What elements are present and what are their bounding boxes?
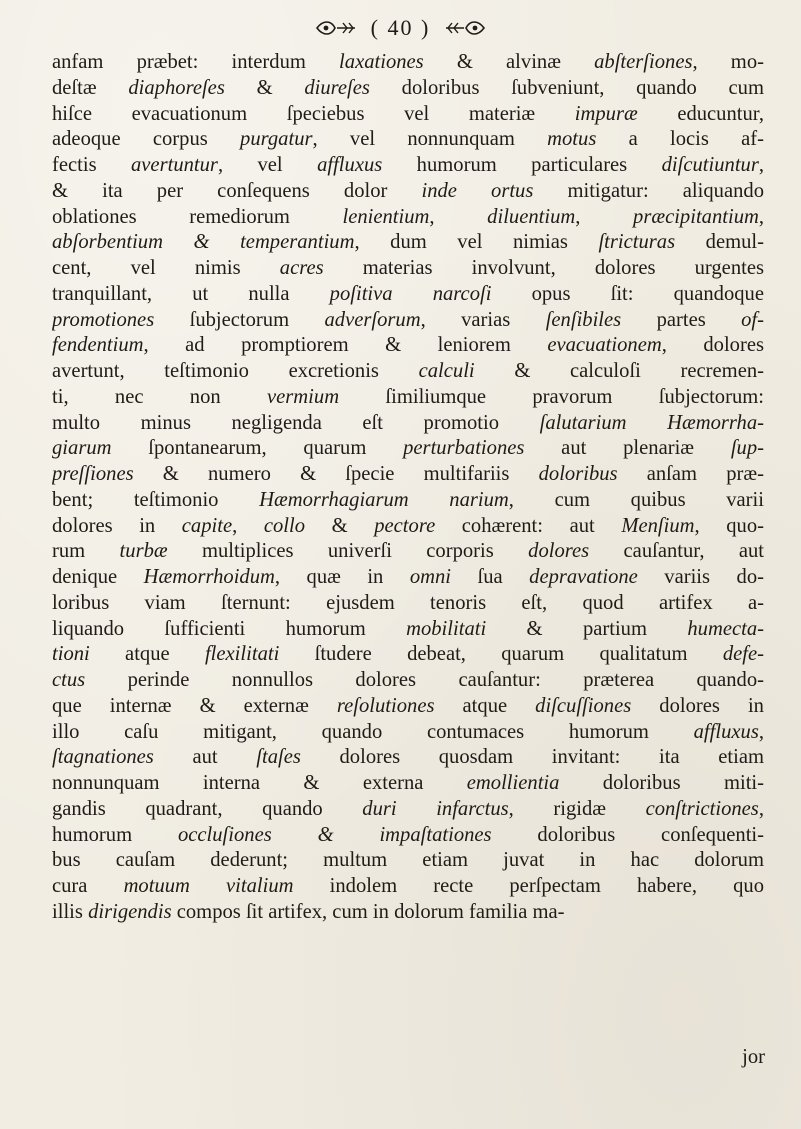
text-segment: & partium <box>486 617 688 640</box>
italic-segment: occluſiones <box>177 823 272 846</box>
italic-segment: affluxus <box>317 154 383 176</box>
text-segment: anſam præ- <box>617 463 764 485</box>
italic-segment: emollientia <box>466 772 560 794</box>
text-line <box>52 617 764 643</box>
text-segment: anfam præbet: interdum <box>52 51 340 73</box>
text-segment: adeoque corpus <box>52 128 241 151</box>
text-segment: , quo- <box>694 514 764 537</box>
text-segment: & <box>224 76 305 99</box>
italic-segment: Menſium <box>621 514 695 537</box>
italic-segment: poſitiva narcoſi <box>329 282 492 305</box>
text-segment: aut plenariæ <box>524 437 731 460</box>
text-segment: & numero & ſpecie multifariis <box>133 463 539 485</box>
page-number: ( 40 ) <box>370 15 431 40</box>
text-segment <box>163 231 194 253</box>
italic-segment: acres <box>279 257 324 279</box>
text-line <box>52 591 764 617</box>
text-segment: perinde nonnullos dolores cauſantur: præterea quando- <box>85 669 764 691</box>
text-segment: , ad promptiorem & leniorem <box>143 334 548 357</box>
text-line <box>52 411 764 437</box>
text-segment: mitigatur: aliquando <box>533 179 764 202</box>
italic-segment: evacuationem <box>547 334 662 357</box>
italic-segment: motuum vitalium <box>123 875 294 897</box>
text-segment: multo minus negligenda eſt promotio <box>52 411 540 434</box>
italic-segment: & <box>193 231 210 254</box>
text-segment: fectis <box>52 154 131 176</box>
text-line <box>52 745 764 771</box>
text-segment: tranquillant, ut nulla <box>52 282 330 305</box>
text-segment: doloribus conſequenti- <box>491 823 764 846</box>
text-segment: doloribus miti- <box>559 772 764 794</box>
text-line <box>52 514 764 540</box>
italic-segment: ſalutarium Hæmorrha- <box>539 411 764 434</box>
text-segment: cura <box>52 875 124 897</box>
italic-segment: ſtaſes <box>256 746 301 769</box>
text-segment: compos ſit artifex, cum in dolorum familia ma- <box>171 900 565 923</box>
text-segment: atque <box>89 643 205 666</box>
text-line <box>52 205 764 231</box>
text-segment: ſua <box>451 566 530 588</box>
text-segment: cent, vel nimis <box>52 257 280 279</box>
text-segment: ſpontanearum, quarum <box>111 437 404 460</box>
text-segment: educuntur, <box>637 102 764 125</box>
text-line <box>52 333 764 359</box>
text-segment: & alvinæ <box>423 51 595 73</box>
text-segment: , mo- <box>692 51 764 73</box>
text-segment: , varias <box>420 308 546 331</box>
italic-segment: dolores <box>528 540 590 563</box>
text-line <box>52 153 764 179</box>
italic-segment: turbæ <box>119 540 168 563</box>
text-segment: indolem recte perſpectam habere, quo <box>293 875 764 897</box>
text-segment: , dolores <box>661 334 764 357</box>
italic-segment: laxationes <box>339 51 424 73</box>
text-segment: gandis quadrant, quando <box>52 797 363 820</box>
italic-segment: diluentium <box>487 205 576 228</box>
text-segment: , vel <box>217 154 318 176</box>
text-line <box>52 539 764 565</box>
text-segment: cauſantur, aut <box>589 540 764 563</box>
text-segment: , vel nonnunquam <box>312 128 548 151</box>
text-segment: , dum vel nimias <box>354 231 599 254</box>
text-line <box>52 256 764 282</box>
text-segment: ſubjectorum <box>154 308 325 331</box>
text-segment: & ita per conſequens dolor <box>52 179 422 202</box>
text-line <box>52 436 764 462</box>
italic-segment: impuræ <box>574 102 638 125</box>
text-segment: partes <box>621 308 742 331</box>
text-segment: & <box>305 514 375 537</box>
text-segment: opus ſit: quandoque <box>491 282 764 305</box>
text-segment: dolores quosdam invitant: ita etiam <box>300 746 764 769</box>
italic-segment: Hæmorrhagiarum narium <box>259 488 509 511</box>
italic-segment: collo <box>263 514 306 537</box>
text-line <box>52 76 764 102</box>
text-segment: denique <box>52 566 144 588</box>
text-segment: bent; teſtimonio <box>52 488 260 511</box>
text-line <box>52 308 764 334</box>
text-segment: a locis af- <box>596 128 764 151</box>
text-segment: hiſce evacuationum ſpeciebus vel materiæ <box>52 102 575 125</box>
fleuron-icon <box>442 18 488 38</box>
italic-segment: adverſorum <box>324 308 421 331</box>
italic-segment: temperantium <box>240 231 355 254</box>
italic-segment: ctus <box>52 669 86 691</box>
italic-segment: mobilitati <box>406 617 487 640</box>
italic-segment: diaphoreſes <box>128 76 225 99</box>
text-segment: , quæ in <box>274 566 410 588</box>
italic-segment: perturbationes <box>403 437 525 460</box>
text-segment <box>272 824 318 846</box>
italic-segment: inde ortus <box>421 179 534 202</box>
italic-segment: capite <box>181 514 233 537</box>
text-line <box>52 50 764 76</box>
text-line <box>52 642 764 668</box>
text-segment: loribus viam ſternunt: ejusdem tenoris eſt, quod artifex a- <box>52 591 764 614</box>
text-segment: materias involvunt, dolores urgentes <box>323 257 764 279</box>
text-segment: dolores in <box>631 694 764 717</box>
text-segment: que internæ & externæ <box>52 694 337 717</box>
italic-segment: of- <box>741 308 764 331</box>
text-line <box>52 797 764 823</box>
text-segment: liquando ſufficienti humorum <box>52 617 407 640</box>
text-segment: humorum particulares <box>382 154 662 176</box>
italic-segment: fendentium <box>52 334 144 357</box>
italic-segment: ſenſibiles <box>545 308 622 331</box>
text-segment: doloribus ſubveniunt, quando cum <box>369 76 764 99</box>
text-segment: , cum quibus varii <box>508 488 764 511</box>
body-text <box>52 50 764 926</box>
italic-segment: depravatione <box>529 566 638 588</box>
italic-segment: conſtrictiones <box>645 797 759 820</box>
italic-segment: impaſtationes <box>379 823 492 846</box>
italic-segment: diſcuſſiones <box>535 694 632 717</box>
italic-segment: tioni <box>52 643 90 666</box>
italic-segment: Hæmorrhoidum <box>143 566 275 588</box>
text-segment: bus cauſam dederunt; multum etiam juvat in hac dolorum <box>52 849 764 872</box>
text-line <box>52 230 764 256</box>
text-segment: ti, nec non <box>52 385 268 408</box>
text-segment: humorum <box>52 823 178 846</box>
text-segment: ſimiliumque pravorum ſubjectorum: <box>339 385 764 408</box>
text-line <box>52 127 764 153</box>
fleuron-icon <box>313 18 359 38</box>
italic-segment: humecta- <box>687 617 764 640</box>
text-segment: , <box>429 205 488 228</box>
text-segment: , <box>758 154 764 176</box>
italic-segment: lenientium <box>342 205 430 228</box>
italic-segment: vermium <box>267 385 340 408</box>
text-segment: , <box>232 514 264 537</box>
italic-segment: omni <box>409 566 452 588</box>
page-header <box>0 10 801 46</box>
text-line <box>52 565 764 591</box>
italic-segment: preſſiones <box>52 463 134 485</box>
italic-segment: diureſes <box>304 76 370 99</box>
italic-segment: ſup- <box>730 437 764 460</box>
text-segment: , <box>758 720 764 743</box>
italic-segment: ſtagnationes <box>52 746 154 769</box>
italic-segment: præcipitantium <box>633 205 759 228</box>
italic-segment: affluxus <box>693 720 759 743</box>
catchword: jor <box>742 1046 765 1068</box>
text-segment: oblationes remediorum <box>52 205 343 228</box>
text-line <box>52 720 764 746</box>
italic-segment: motus <box>547 128 597 151</box>
italic-segment: promotiones <box>52 308 155 331</box>
text-line <box>52 282 764 308</box>
italic-segment: duri infarctus <box>362 797 509 820</box>
text-segment: rum <box>52 540 120 563</box>
italic-segment: giarum <box>52 437 112 460</box>
text-segment: , <box>758 797 764 820</box>
italic-segment: doloribus <box>538 463 618 485</box>
text-segment: multiplices univerſi corporis <box>167 540 529 563</box>
text-segment: & calculoſi recremen- <box>474 360 764 382</box>
text-line <box>52 462 764 488</box>
text-line <box>52 385 764 411</box>
text-line <box>52 179 764 205</box>
text-segment: atque <box>434 694 536 717</box>
text-segment: nonnunquam interna & externa <box>52 772 467 794</box>
italic-segment: pectore <box>374 514 436 537</box>
text-segment: aut <box>153 746 257 769</box>
text-segment: , rigidæ <box>508 797 646 820</box>
text-line <box>52 900 764 926</box>
text-segment: , <box>758 205 764 228</box>
italic-segment: abſorbentium <box>52 231 163 254</box>
text-line <box>52 874 764 900</box>
text-line <box>52 359 764 385</box>
text-line <box>52 694 764 720</box>
text-line <box>52 848 764 874</box>
text-line <box>52 488 764 514</box>
text-line <box>52 102 764 128</box>
text-segment: variis do- <box>637 566 764 588</box>
text-segment: ſtudere debeat, quarum qualitatum <box>279 643 723 666</box>
text-segment: , <box>575 205 634 228</box>
text-segment: cohærent: aut <box>435 514 622 537</box>
italic-segment: purgatur <box>240 128 313 151</box>
text-segment: illis <box>52 900 89 923</box>
italic-segment: calculi <box>418 360 475 382</box>
italic-segment: flexilitati <box>204 643 280 666</box>
text-line <box>52 771 764 797</box>
italic-segment: defe- <box>722 643 764 666</box>
italic-segment: reſolutiones <box>336 694 435 717</box>
italic-segment: ſtricturas <box>598 231 676 254</box>
text-line <box>52 668 764 694</box>
italic-segment: dirigendis <box>88 900 172 923</box>
text-segment: dolores in <box>52 514 182 537</box>
italic-segment: diſcutiuntur <box>661 154 759 176</box>
text-segment <box>210 231 241 253</box>
text-segment: avertunt, teſtimonio excretionis <box>52 360 419 382</box>
italic-segment: avertuntur <box>131 154 218 176</box>
text-line <box>52 823 764 849</box>
text-segment: deſtæ <box>52 76 129 99</box>
italic-segment: abſterſiones <box>594 51 693 73</box>
text-segment: demul- <box>675 231 764 254</box>
text-segment <box>334 824 380 846</box>
text-segment: illo caſu mitigant, quando contumaces humorum <box>52 720 694 743</box>
italic-segment: & <box>317 823 334 846</box>
